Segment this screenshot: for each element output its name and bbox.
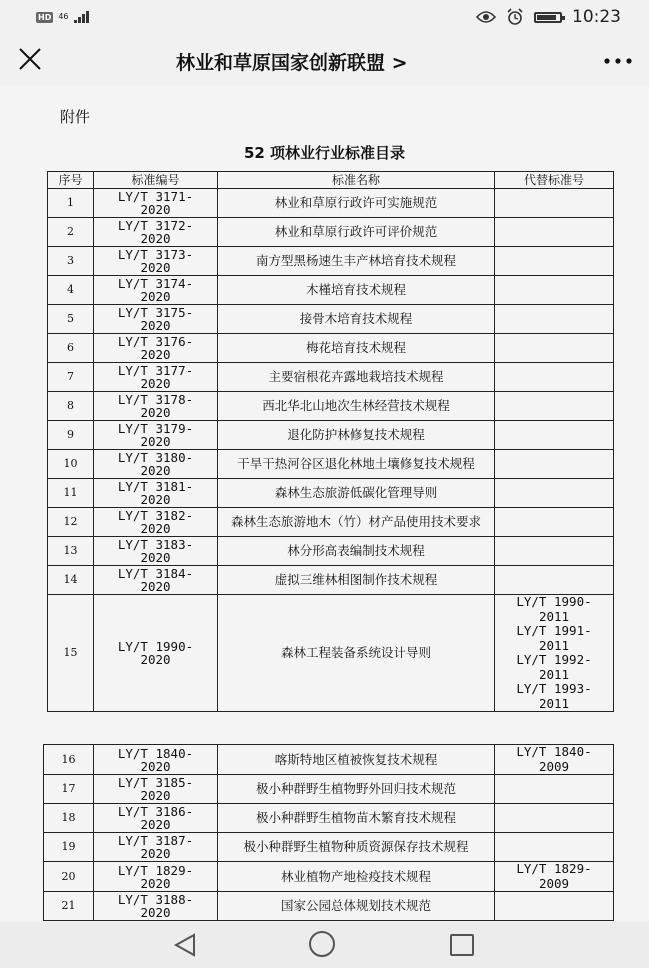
standard-name: 极小种群野生植物野外回归技术规范	[218, 775, 495, 804]
header-no: 序号	[48, 172, 94, 189]
replaced-standard	[495, 218, 614, 247]
standard-name: 森林工程装备系统设计导则	[218, 595, 495, 712]
account-title-link[interactable]: 林业和草原国家创新联盟 >	[176, 52, 408, 74]
table-row	[44, 745, 614, 775]
standard-name: 干旱干热河谷区退化林地土壤修复技术规程	[218, 450, 495, 479]
replaced-standard	[495, 892, 614, 921]
replaced-standard	[495, 276, 614, 305]
replaced-standard-line: LY/T 1992-	[516, 652, 592, 667]
row-number: 12	[48, 508, 94, 537]
header-code: 标准编号	[94, 172, 218, 189]
standards-table	[47, 171, 614, 712]
replaced-standard	[495, 508, 614, 537]
standard-name: 极小种群野生植物种质资源保存技术规程	[218, 833, 495, 862]
table-row	[48, 276, 614, 305]
standard-code-line1: LY/T 3185-	[117, 775, 194, 790]
table-header-row	[48, 172, 614, 189]
table-row	[48, 334, 614, 363]
header-replaces: 代替标准号	[495, 172, 614, 189]
system-nav-bar	[0, 922, 649, 968]
row-number: 6	[48, 334, 94, 363]
standard-name: 极小种群野生植物苗木繁育技术规程	[218, 804, 495, 833]
document-image	[0, 86, 649, 922]
replaced-standard	[495, 450, 614, 479]
table-row	[48, 479, 614, 508]
row-number: 7	[48, 363, 94, 392]
standard-code-line2: 2020	[140, 347, 171, 362]
standard-name: 林业和草原行政许可实施规范	[218, 189, 495, 218]
battery-icon	[534, 12, 562, 23]
standard-name: 退化防护林修复技术规程	[218, 421, 495, 450]
standard-code	[94, 804, 218, 833]
table-row	[48, 566, 614, 595]
table-row	[44, 862, 614, 892]
table-row	[44, 804, 614, 833]
clock-time: 10:23	[572, 7, 621, 27]
replaced-standard	[495, 745, 614, 775]
standard-code-line2: 2020	[140, 905, 171, 920]
standard-code-line1: LY/T 3178-	[117, 392, 194, 407]
home-circle-icon[interactable]	[309, 931, 335, 957]
standard-code-line2: 2020	[140, 875, 171, 891]
replaced-standard-line: 2009	[538, 758, 570, 774]
standard-name: 林业植物产地检疫技术规程	[218, 862, 495, 892]
standard-code-line2: 2020	[140, 260, 171, 275]
standard-code	[94, 862, 218, 892]
hd-badge: HD	[38, 12, 52, 22]
standard-code-line1: LY/T 3186-	[117, 804, 194, 819]
standard-code-line1: LY/T 3184-	[117, 566, 194, 581]
row-number: 1	[48, 189, 94, 218]
row-number: 14	[48, 566, 94, 595]
replaced-standard-line: LY/T 1840-	[516, 744, 592, 759]
replaced-standard-line: 2011	[538, 666, 570, 682]
standard-code	[94, 218, 218, 247]
standard-code	[94, 334, 218, 363]
standard-name: 林分形高表编制技术规程	[218, 537, 495, 566]
standard-name: 梅花培育技术规程	[218, 334, 495, 363]
annex-label: 附件	[60, 108, 91, 126]
network-type: 46	[58, 12, 69, 21]
standard-code	[94, 421, 218, 450]
standard-code	[94, 745, 218, 775]
replaced-standard	[495, 566, 614, 595]
row-number: 9	[48, 421, 94, 450]
standard-code	[94, 775, 218, 804]
standard-code-line1: LY/T 1829-	[117, 862, 194, 878]
table-row	[48, 508, 614, 537]
standard-code	[94, 892, 218, 921]
row-number: 20	[44, 862, 94, 892]
standard-code-line2: 2020	[140, 202, 171, 217]
standard-code	[94, 247, 218, 276]
row-number: 15	[48, 595, 94, 712]
table-row	[48, 363, 614, 392]
standard-code-line1: LY/T 3183-	[117, 537, 194, 552]
standard-code	[94, 392, 218, 421]
replaced-standard	[495, 804, 614, 833]
row-number: 8	[48, 392, 94, 421]
standard-code-line2: 2020	[140, 788, 171, 803]
standard-code	[94, 537, 218, 566]
replaced-standard-line: 2011	[538, 608, 570, 624]
standard-code	[94, 833, 218, 862]
standard-name: 接骨木培育技术规程	[218, 305, 495, 334]
row-number: 10	[48, 450, 94, 479]
recent-square-icon[interactable]	[450, 934, 474, 956]
more-icon[interactable]	[603, 44, 633, 72]
table-row	[48, 421, 614, 450]
standard-code-line2: 2020	[140, 231, 171, 246]
table-row	[48, 247, 614, 276]
standard-name: 森林生态旅游地木（竹）材产品使用技术要求	[218, 508, 495, 537]
close-icon[interactable]	[16, 46, 44, 74]
row-number: 5	[48, 305, 94, 334]
standard-code-line2: 2020	[140, 289, 171, 304]
table-row	[48, 218, 614, 247]
standard-code-line1: LY/T 3172-	[117, 218, 194, 233]
standard-code-line1: LY/T 1990-	[117, 639, 194, 654]
row-number: 13	[48, 537, 94, 566]
standard-code-line1: LY/T 3179-	[117, 421, 194, 436]
standard-code-line1: LY/T 3180-	[117, 450, 194, 465]
replaced-standard	[495, 305, 614, 334]
replaced-standard	[495, 833, 614, 862]
replaced-standard-line: LY/T 1829-	[516, 861, 592, 876]
standard-name: 国家公园总体规划技术规范	[218, 892, 495, 921]
table-row	[48, 305, 614, 334]
standard-code-line2: 2020	[140, 550, 171, 565]
row-number: 16	[44, 745, 94, 775]
replaced-standard-line: LY/T 1991-	[516, 623, 592, 638]
standard-code-line1: LY/T 3174-	[117, 276, 194, 291]
table-row	[44, 775, 614, 804]
table-row	[48, 595, 614, 712]
standard-code-line2: 2020	[140, 579, 171, 594]
standard-name: 森林生态旅游低碳化管理导则	[218, 479, 495, 508]
standard-code-line1: LY/T 3177-	[117, 363, 194, 378]
replaced-standard	[495, 479, 614, 508]
standard-code-line2: 2020	[140, 846, 171, 861]
standard-code	[94, 450, 218, 479]
alarm-icon	[506, 8, 524, 26]
replaced-standard	[495, 392, 614, 421]
replaced-standard	[495, 537, 614, 566]
replaced-standard	[495, 247, 614, 276]
row-number: 18	[44, 804, 94, 833]
standard-code	[94, 479, 218, 508]
standard-code	[94, 595, 218, 712]
top-nav-bar	[0, 34, 649, 86]
standard-code	[94, 189, 218, 218]
standard-name: 林业和草原行政许可评价规范	[218, 218, 495, 247]
replaced-standard	[495, 421, 614, 450]
standard-code-line1: LY/T 3188-	[117, 892, 194, 907]
replaced-standard	[495, 363, 614, 392]
table-row	[48, 189, 614, 218]
standard-code-line1: LY/T 3181-	[117, 479, 194, 494]
standard-name: 南方型黑杨速生丰产林培育技术规程	[218, 247, 495, 276]
standard-code-line2: 2020	[140, 492, 171, 507]
standard-code-line2: 2020	[140, 405, 171, 420]
status-bar	[0, 0, 649, 34]
standard-code-line2: 2020	[140, 758, 171, 774]
standard-code-line2: 2020	[140, 463, 171, 478]
row-number: 11	[48, 479, 94, 508]
back-triangle-icon[interactable]	[172, 933, 198, 957]
replaced-standard-line: LY/T 1993-	[516, 681, 592, 696]
standard-name: 虚拟三维林相图制作技术规程	[218, 566, 495, 595]
standard-code	[94, 508, 218, 537]
replaced-standard-line: LY/T 1990-	[516, 594, 592, 609]
row-number: 19	[44, 833, 94, 862]
standard-name: 木槿培育技术规程	[218, 276, 495, 305]
standard-code-line1: LY/T 1840-	[117, 745, 194, 761]
row-number: 17	[44, 775, 94, 804]
row-number: 21	[44, 892, 94, 921]
table-row	[48, 392, 614, 421]
replaced-standard	[495, 862, 614, 892]
row-number: 4	[48, 276, 94, 305]
standard-code	[94, 363, 218, 392]
standard-code-line2: 2020	[140, 521, 171, 536]
replaced-standard	[495, 189, 614, 218]
standard-name: 西北华北山地次生林经营技术规程	[218, 392, 495, 421]
header-name: 标准名称	[218, 172, 495, 189]
document-title: 52 项林业行业标准目录	[243, 144, 406, 162]
standard-name: 主要宿根花卉露地栽培技术规程	[218, 363, 495, 392]
replaced-standard-line: 2009	[538, 875, 570, 891]
standard-code	[94, 566, 218, 595]
standard-code-line1: LY/T 3175-	[117, 305, 194, 320]
standards-table-continued	[43, 744, 614, 921]
standard-code-line1: LY/T 3176-	[117, 334, 194, 349]
standard-code-line1: LY/T 3173-	[117, 247, 194, 262]
replaced-standard	[495, 595, 614, 712]
standard-code-line2: 2020	[140, 652, 171, 667]
replaced-standard-line: 2011	[538, 695, 570, 711]
standard-code-line2: 2020	[140, 434, 171, 449]
standard-code-line2: 2020	[140, 318, 171, 333]
row-number: 3	[48, 247, 94, 276]
standard-code-line1: LY/T 3171-	[117, 189, 194, 204]
signal-icon	[74, 11, 89, 23]
table-row	[44, 892, 614, 921]
standard-code	[94, 305, 218, 334]
eye-comfort-icon	[476, 10, 496, 24]
standard-code-line2: 2020	[140, 376, 171, 391]
table-row	[48, 450, 614, 479]
standard-code-line2: 2020	[140, 817, 171, 832]
table-row	[44, 833, 614, 862]
standard-code-line1: LY/T 3187-	[117, 833, 194, 848]
standard-code-line1: LY/T 3182-	[117, 508, 194, 523]
row-number: 2	[48, 218, 94, 247]
replaced-standard	[495, 334, 614, 363]
replaced-standard-line: 2011	[538, 637, 570, 653]
standard-code	[94, 276, 218, 305]
replaced-standard	[495, 775, 614, 804]
standard-name: 喀斯特地区植被恢复技术规程	[218, 745, 495, 775]
table-row	[48, 537, 614, 566]
